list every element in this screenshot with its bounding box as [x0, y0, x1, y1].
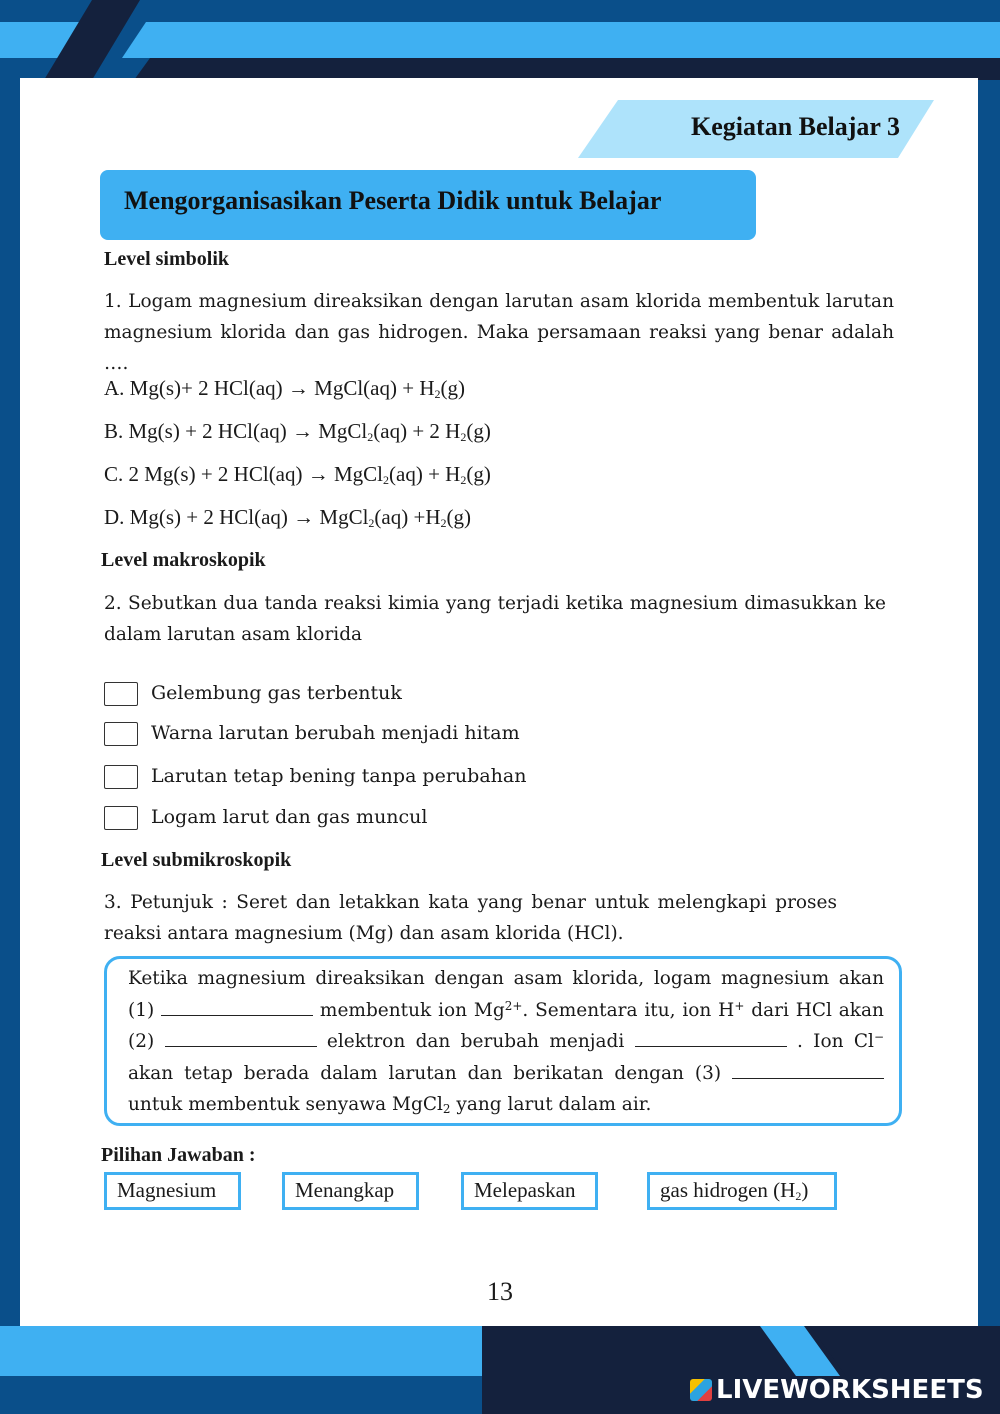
checkbox[interactable]: [104, 682, 138, 706]
checkbox[interactable]: [104, 722, 138, 746]
subscript: 2: [368, 516, 375, 530]
fill-text: dari HCl akan (2): [128, 999, 884, 1052]
fill-text: . Ion Cl: [786, 1031, 874, 1052]
checkbox-label: Warna larutan berubah menjadi hitam: [151, 722, 520, 744]
charge-superscript: −: [873, 1030, 884, 1044]
section-title-banner: [100, 170, 756, 240]
charge-superscript: 2+: [504, 998, 523, 1013]
checkbox-item-1[interactable]: [104, 680, 604, 710]
fill-text: yang larut dalam air.: [450, 1094, 652, 1115]
subscript: 2: [434, 387, 441, 401]
fill-in-paragraph: [128, 963, 884, 1121]
drop-blank-2[interactable]: [165, 1030, 317, 1047]
checkbox-item-4[interactable]: [104, 804, 604, 834]
answer-chip-menangkap[interactable]: Menangkap: [282, 1172, 419, 1210]
fill-text: membentuk ion Mg: [313, 999, 505, 1021]
option-d[interactable]: [104, 503, 471, 531]
chip-text: ): [801, 1178, 809, 1202]
option-a[interactable]: [104, 374, 465, 402]
level-simbolik-heading: Level simbolik: [104, 248, 230, 270]
fill-text: . Sementara itu, ion H: [522, 999, 735, 1021]
fill-text: akan tetap berada dalam larutan dan berikatan dengan (3): [128, 1062, 732, 1084]
fill-text: untuk membentuk senyawa MgCl: [128, 1094, 443, 1115]
option-d-mid: (aq) +H: [374, 505, 441, 529]
subscript: 2: [442, 1102, 451, 1116]
checkbox-label: Gelembung gas terbentuk: [151, 682, 402, 704]
watermark-text: LIVEWORKSHEETS: [716, 1375, 984, 1405]
subscript: 2: [795, 1189, 802, 1203]
drop-blank-extra[interactable]: [635, 1030, 787, 1047]
option-a-text: A. Mg(s)+ 2 HCl(aq) → MgCl(aq) + H: [104, 376, 435, 400]
checkbox[interactable]: [104, 806, 138, 830]
option-d-text: D. Mg(s) + 2 HCl(aq) → MgCl: [104, 505, 369, 529]
fill-text: Ketika magnesium direaksikan dengan asam klorida, logam magnesium akan (1): [128, 968, 884, 1021]
option-a-tail: (g): [440, 376, 465, 400]
drop-blank-1[interactable]: [161, 999, 313, 1016]
option-b-tail: (g): [466, 419, 491, 443]
chip-text: gas hidrogen (H: [660, 1178, 796, 1202]
option-d-tail: (g): [446, 505, 471, 529]
top-stripe-decoration: [0, 0, 330, 80]
liveworksheets-watermark: [690, 1372, 990, 1408]
page-number: 13: [487, 1277, 513, 1306]
option-b-mid: (aq) + 2 H: [373, 419, 461, 443]
subscript: 2: [367, 430, 374, 444]
checkbox-label: Larutan tetap bening tanpa perubahan: [151, 765, 527, 787]
answer-chip-melepaskan[interactable]: Melepaskan: [461, 1172, 598, 1210]
answer-choices-label: Pilihan Jawaban :: [101, 1144, 256, 1166]
activity-tag-label: Kegiatan Belajar 3: [691, 112, 900, 141]
question-1: 1. Logam magnesium direaksikan dengan larutan asam klorida membentuk larutan magnesium klorida dan gas hidrogen. Maka persamaan reaksi yang benar adalah ….: [104, 291, 894, 374]
level-makroskopik-heading: Level makroskopik: [101, 549, 266, 571]
checkbox-label: Logam larut dan gas muncul: [151, 806, 428, 828]
section-title: Mengorganisasikan Peserta Didik untuk Belajar: [124, 186, 662, 215]
subscript: 2: [383, 473, 390, 487]
answer-chip-magnesium[interactable]: Magnesium: [104, 1172, 241, 1210]
fill-text: elektron dan berubah menjadi: [316, 1031, 635, 1052]
option-b[interactable]: [104, 417, 491, 445]
level-submikroskopik-heading: Level submikroskopik: [101, 849, 292, 871]
bottom-stripe-decoration: [700, 1326, 1000, 1376]
option-c-text: C. 2 Mg(s) + 2 HCl(aq) → MgCl: [104, 462, 384, 486]
drop-blank-3[interactable]: [732, 1062, 884, 1079]
answer-chip-gas-hidrogen[interactable]: [647, 1172, 837, 1210]
question-2: 2. Sebutkan dua tanda reaksi kimia yang terjadi ketika magnesium dimasukkan ke dalam larutan asam klorida: [104, 593, 886, 645]
option-c[interactable]: [104, 460, 491, 488]
question-3-instruction: 3. Petunjuk : Seret dan letakkan kata yang benar untuk melengkapi proses reaksi antara magnesium (Mg) dan asam klorida (HCl).: [104, 892, 837, 944]
subscript: 2: [440, 516, 447, 530]
subscript: 2: [460, 473, 467, 487]
liveworksheets-logo-icon: [690, 1379, 712, 1401]
charge-superscript: +: [734, 998, 745, 1013]
option-c-tail: (g): [466, 462, 491, 486]
checkbox-item-3[interactable]: [104, 763, 604, 793]
checkbox-item-2[interactable]: [104, 720, 604, 750]
option-b-text: B. Mg(s) + 2 HCl(aq) → MgCl: [104, 419, 368, 443]
option-c-mid: (aq) + H: [389, 462, 461, 486]
checkbox[interactable]: [104, 765, 138, 789]
top-dark-strip: [330, 58, 1000, 80]
subscript: 2: [460, 430, 467, 444]
